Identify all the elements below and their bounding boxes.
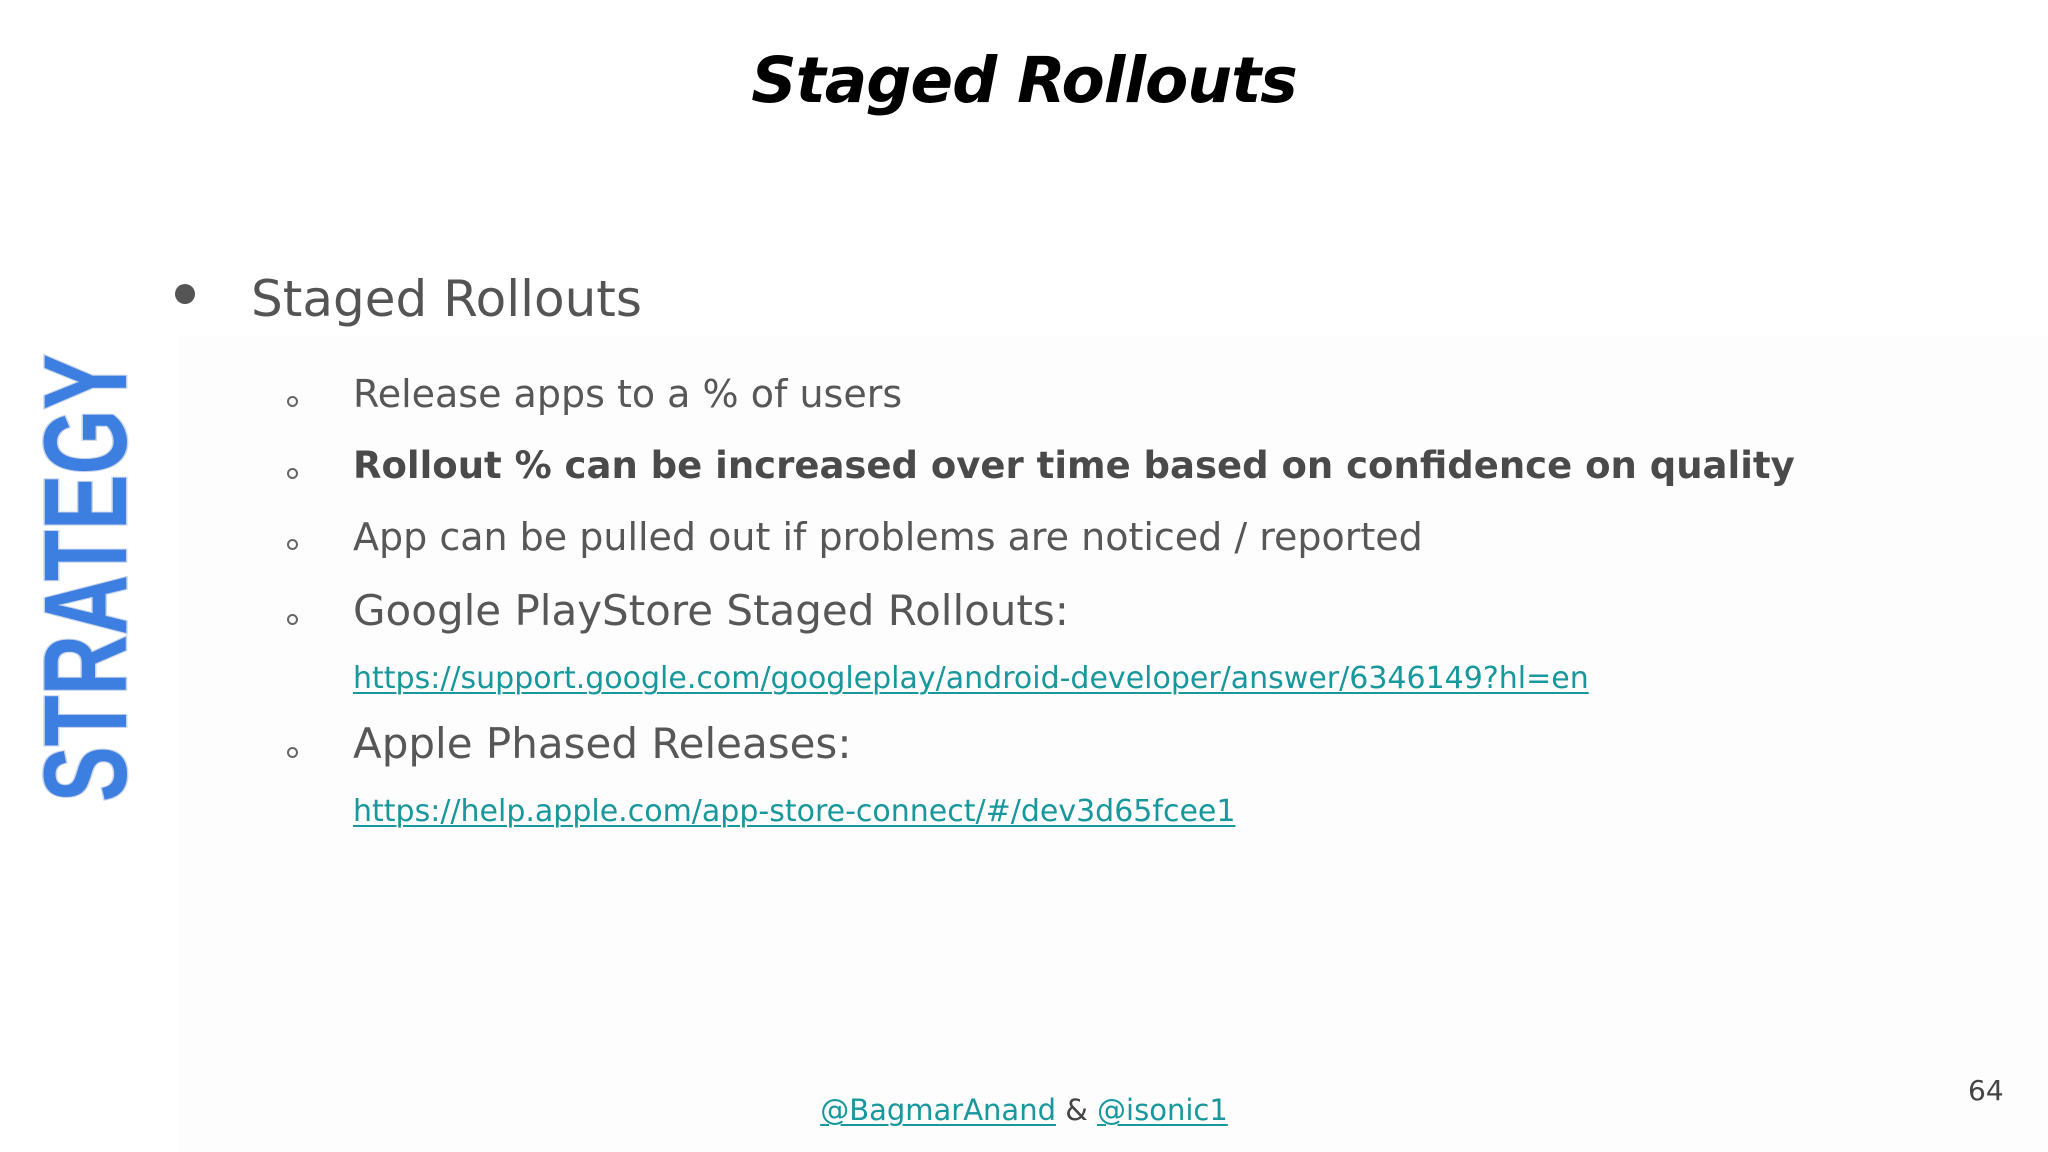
hollow-bullet-icon xyxy=(287,396,298,407)
strategy-side-label xyxy=(20,168,152,802)
hollow-bullet-icon xyxy=(287,539,298,550)
slide-title: Staged Rollouts xyxy=(751,44,1297,117)
google-staged-rollouts-link[interactable]: https://support.google.com/googleplay/android-developer/answer/6346149?hl=en xyxy=(353,661,1589,696)
hollow-bullet-icon xyxy=(287,468,298,479)
sub-bullet-text: Apple Phased Releases: xyxy=(353,719,852,768)
sub-bullet-text: Google PlayStore Staged Rollouts: xyxy=(353,586,1069,635)
sub-bullet-text: App can be pulled out if problems are noticed / reported xyxy=(353,515,1423,559)
page-number: 64 xyxy=(1968,1074,2004,1107)
main-bullet xyxy=(175,270,642,328)
sub-bullet-text: Release apps to a % of users xyxy=(353,372,903,416)
footer-credits xyxy=(0,1093,2048,1127)
apple-phased-releases-link[interactable]: https://help.apple.com/app-store-connect/#/dev3d65fcee1 xyxy=(353,794,1236,829)
hollow-bullet-icon xyxy=(287,747,298,758)
main-bullet-text: Staged Rollouts xyxy=(251,270,642,328)
bullet-dot-icon xyxy=(175,284,195,304)
footer-separator: & xyxy=(1065,1093,1088,1127)
hollow-bullet-icon xyxy=(287,614,298,625)
sub-bullet-text: Rollout % can be increased over time based on confidence on quality xyxy=(353,444,1795,487)
strategy-side-label-text: STRATEGY xyxy=(20,168,152,802)
twitter-handle-isonic1[interactable]: @isonic1 xyxy=(1097,1093,1228,1127)
twitter-handle-bagmaranand[interactable]: @BagmarAnand xyxy=(820,1093,1056,1127)
